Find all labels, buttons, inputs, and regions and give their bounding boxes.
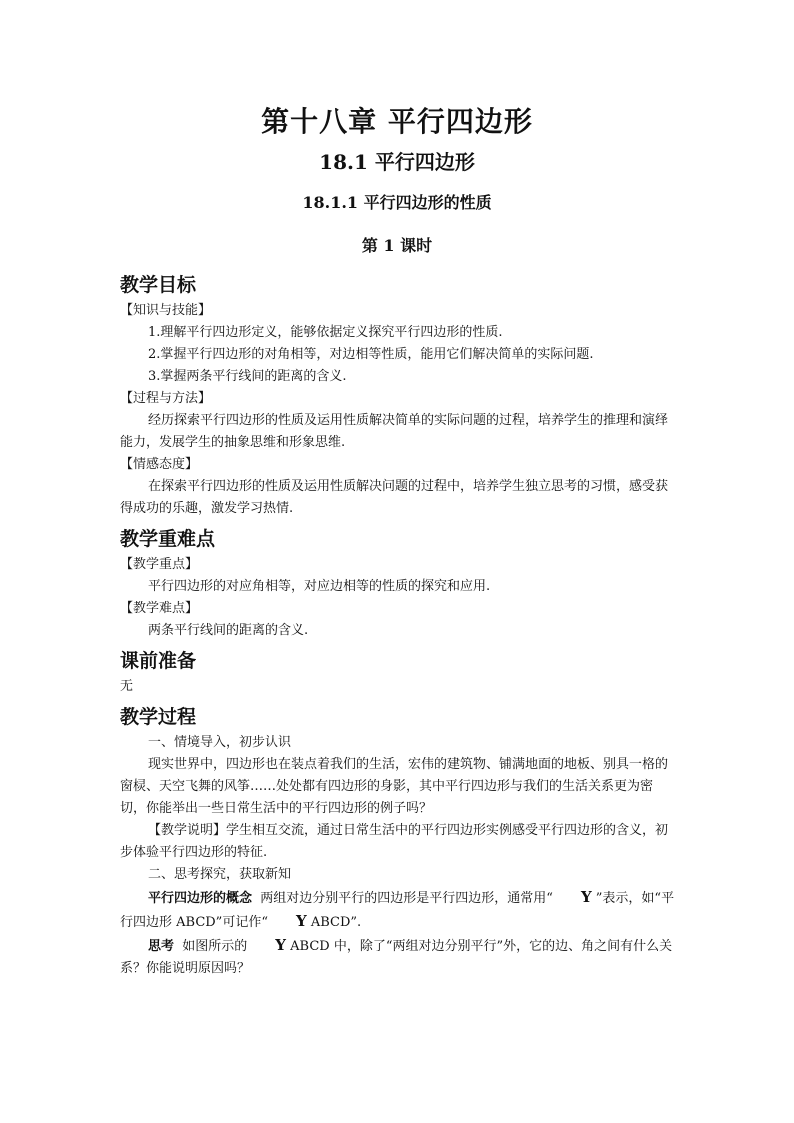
difficulty-tag: 【教学难点】 <box>120 601 199 616</box>
knowledge-item: 1.理解平行四边形定义，能够依据定义探究平行四边形的性质. <box>148 325 503 340</box>
parallelogram-symbol-icon: Y <box>275 936 287 954</box>
difficulty-text: 两条平行线间的距离的含义. <box>148 623 309 638</box>
think-label: 思考 <box>148 939 175 954</box>
think-paragraph <box>120 934 676 980</box>
step2-title: 二、思考探究，获取新知 <box>148 867 292 882</box>
concept-paragraph <box>120 886 676 934</box>
key-points-heading: 教学重难点 <box>120 528 216 550</box>
section-title: 18.1 平行四边形 <box>319 150 475 174</box>
knowledge-item: 2.掌握平行四边形的对角相等，对边相等性质，能用它们解决简单的实际问题. <box>148 347 594 362</box>
process-text: 经历探索平行四边形的性质及运用性质解决简单的实际问题的过程，培养学生的推理和演绎能力，发展学生的抽象思维和形象思维. <box>120 413 669 450</box>
chapter-title: 第十八章 平行四边形 <box>261 105 533 138</box>
subsection-title: 18.1.1 平行四边形的性质 <box>302 193 492 212</box>
note-text: 学生相互交流，通过日常生活中的平行四边形实例感受平行四边形的含义，初步体验平行四边形的特征. <box>120 823 669 860</box>
process-tag: 【过程与方法】 <box>120 391 212 406</box>
concept-text-c: ABCD”. <box>306 915 362 930</box>
think-text-b: ABCD 中，除了“两组对边分别平行”外，它的边、角之间有什么关系？你能说明原因吗？ <box>120 939 673 976</box>
step1-title: 一、情境导入，初步认识 <box>148 735 292 750</box>
concept-text-a: 两组对边分别平行的四边形是平行四边形，通常用“ <box>260 891 553 906</box>
goals-heading: 教学目标 <box>120 274 197 296</box>
knowledge-tag: 【知识与技能】 <box>120 303 212 318</box>
step1-text: 现实世界中，四边形也在装点着我们的生活，宏伟的建筑物、铺满地面的地板、别具一格的窗棂、天空飞舞的风筝……处处都有四边形的身影，其中平行四边形与我们的生活关系更为密切，你能举出一些日常生活中的平行四边形的例子吗？ <box>120 757 669 816</box>
attitude-tag: 【情感态度】 <box>120 457 199 472</box>
attitude-text: 在探索平行四边形的性质及运用性质解决问题的过程中，培养学生独立思考的习惯，感受获得成功的乐趣，激发学习热情. <box>120 479 669 516</box>
focus-tag: 【教学重点】 <box>120 557 199 572</box>
concept-label: 平行四边形的概念 <box>148 891 253 906</box>
process-heading: 教学过程 <box>120 706 197 728</box>
parallelogram-symbol-icon: Y <box>295 912 307 930</box>
preparation-heading: 课前准备 <box>120 650 197 672</box>
preparation-text: 无 <box>120 679 134 694</box>
think-text-a: 如图所示的 <box>182 939 248 954</box>
note-tag: 【教学说明】 <box>148 823 227 838</box>
teaching-note <box>120 820 676 864</box>
concept-text-b: ”表示，如“平行四边形 ABCD”可记作“ <box>120 891 675 930</box>
focus-text: 平行四边形的对应角相等，对应边相等的性质的探究和应用. <box>148 579 491 594</box>
lesson-label: 第 1 课时 <box>361 236 433 255</box>
parallelogram-symbol-icon: Y <box>580 888 592 906</box>
document-body <box>120 270 676 980</box>
knowledge-item: 3.掌握两条平行线间的距离的含义. <box>148 369 347 384</box>
